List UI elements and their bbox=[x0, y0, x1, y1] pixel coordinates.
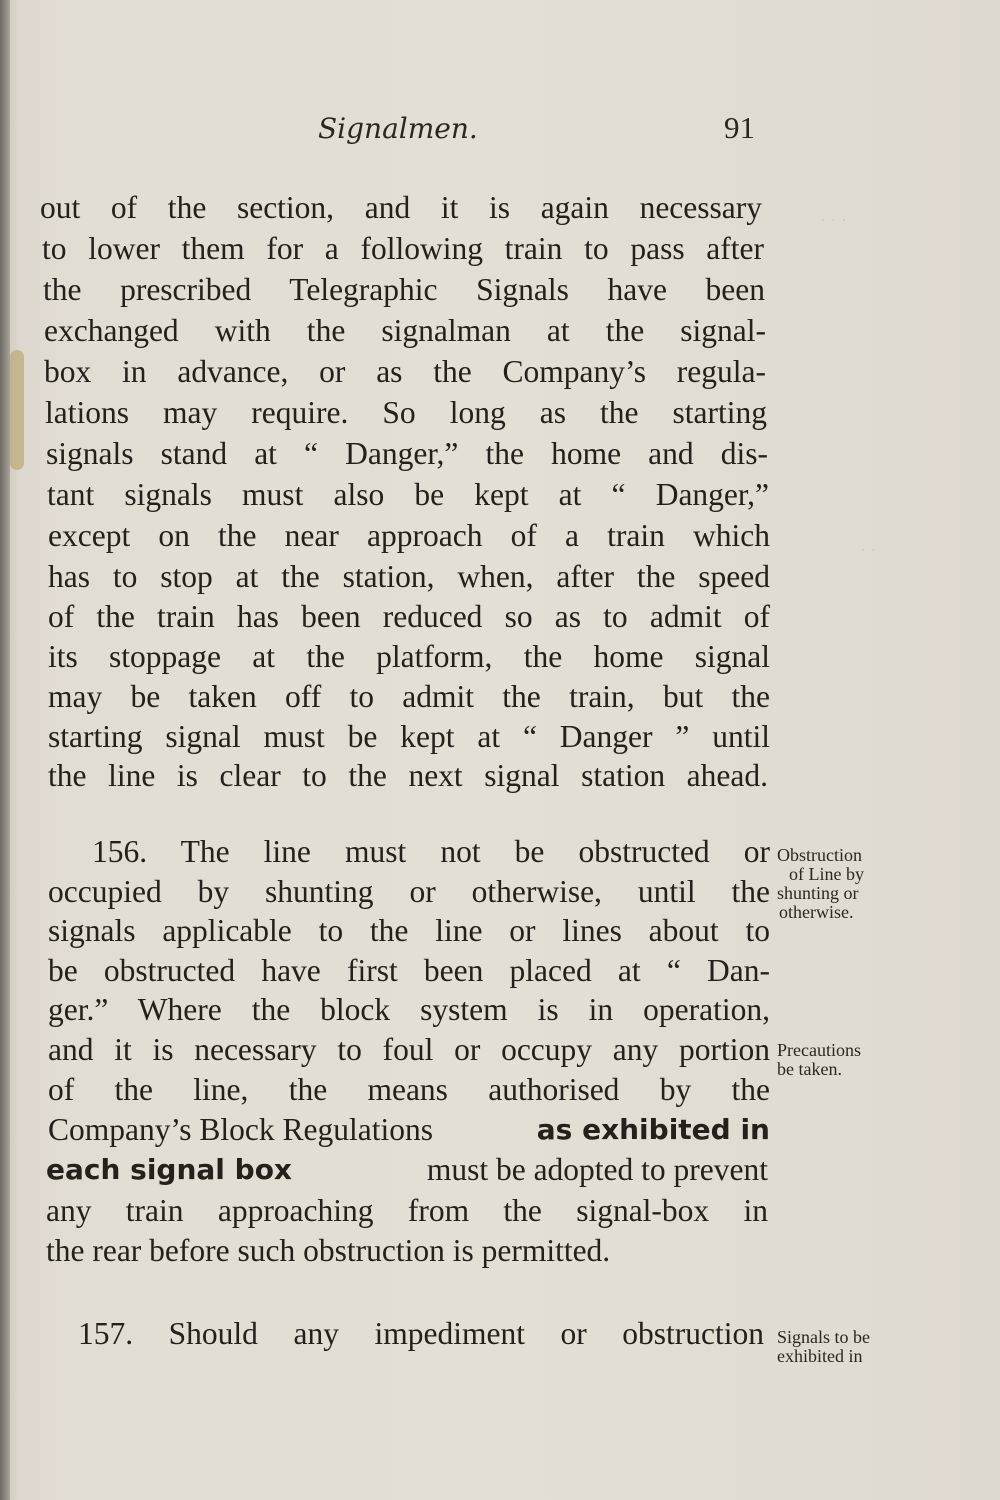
bleed-through-text: · · · bbox=[820, 210, 847, 230]
text-span: Company’s Block Regulations bbox=[48, 1112, 433, 1147]
text-span: must be adopted to prevent bbox=[426, 1152, 768, 1187]
text-line: be obstructed have first been placed at “ Dan- bbox=[48, 953, 770, 988]
running-head: Signalmen. bbox=[318, 112, 478, 145]
bold-text-span: as exhibited in bbox=[536, 1113, 770, 1146]
text-line: any train approaching from the signal-box in bbox=[46, 1193, 768, 1228]
text-line-mixed bbox=[46, 1152, 768, 1188]
text-line: occupied by shunting or otherwise, until the bbox=[48, 874, 770, 909]
text-line-mixed bbox=[48, 1112, 770, 1148]
bleed-through-text: · · bbox=[860, 540, 877, 560]
margin-note-line: of Line by bbox=[789, 864, 864, 884]
text-line: ger.” Where the block system is in operation, bbox=[48, 992, 770, 1027]
text-line: out of the section, and it is again necessary bbox=[40, 190, 762, 225]
text-line: exchanged with the signalman at the signal- bbox=[44, 313, 766, 348]
margin-note-line: Signals to be bbox=[777, 1327, 870, 1347]
margin-note-line: exhibited in bbox=[777, 1346, 863, 1366]
text-line: has to stop at the station, when, after the speed bbox=[48, 559, 770, 594]
text-line: of the line, the means authorised by the bbox=[48, 1072, 770, 1107]
margin-note-line: be taken. bbox=[777, 1059, 842, 1079]
text-line: the prescribed Telegraphic Signals have been bbox=[43, 272, 765, 307]
margin-note-obstruction bbox=[777, 846, 864, 922]
text-line: the rear before such obstruction is permitted. bbox=[46, 1233, 611, 1268]
text-line: signals stand at “ Danger,” the home and dis- bbox=[46, 436, 768, 471]
margin-note-line: otherwise. bbox=[779, 902, 854, 922]
text-line: its stoppage at the platform, the home signal bbox=[48, 639, 770, 674]
page-number: 91 bbox=[724, 110, 755, 145]
text-line: 156. The line must not be obstructed or bbox=[92, 834, 770, 869]
margin-note-line: shunting or bbox=[777, 883, 859, 903]
margin-note-signals bbox=[777, 1328, 870, 1366]
text-line: tant signals must also be kept at “ Danger,” bbox=[47, 477, 769, 512]
margin-note-line: Obstruction bbox=[777, 845, 862, 865]
text-line: to lower them for a following train to pass after bbox=[42, 231, 764, 266]
text-line: box in advance, or as the Company’s regula- bbox=[44, 354, 766, 389]
bold-text-span: each signal box bbox=[46, 1153, 292, 1186]
text-line: the line is clear to the next signal station ahead. bbox=[48, 758, 768, 793]
text-line: except on the near approach of a train which bbox=[48, 518, 770, 553]
margin-note-line: Precautions bbox=[777, 1040, 861, 1060]
text-line: may be taken off to admit the train, but the bbox=[48, 679, 770, 714]
text-line: lations may require. So long as the starting bbox=[45, 395, 767, 430]
text-line: signals applicable to the line or lines about to bbox=[48, 913, 770, 948]
text-line: of the train has been reduced so as to admit of bbox=[48, 599, 770, 634]
book-binding-edge bbox=[0, 0, 10, 1500]
text-line: starting signal must be kept at “ Danger ” until bbox=[48, 719, 770, 754]
text-line: and it is necessary to foul or occupy any portion bbox=[48, 1032, 770, 1067]
page-stain bbox=[10, 350, 24, 470]
text-line: 157. Should any impediment or obstruction bbox=[78, 1316, 764, 1351]
margin-note-precautions bbox=[777, 1041, 861, 1079]
